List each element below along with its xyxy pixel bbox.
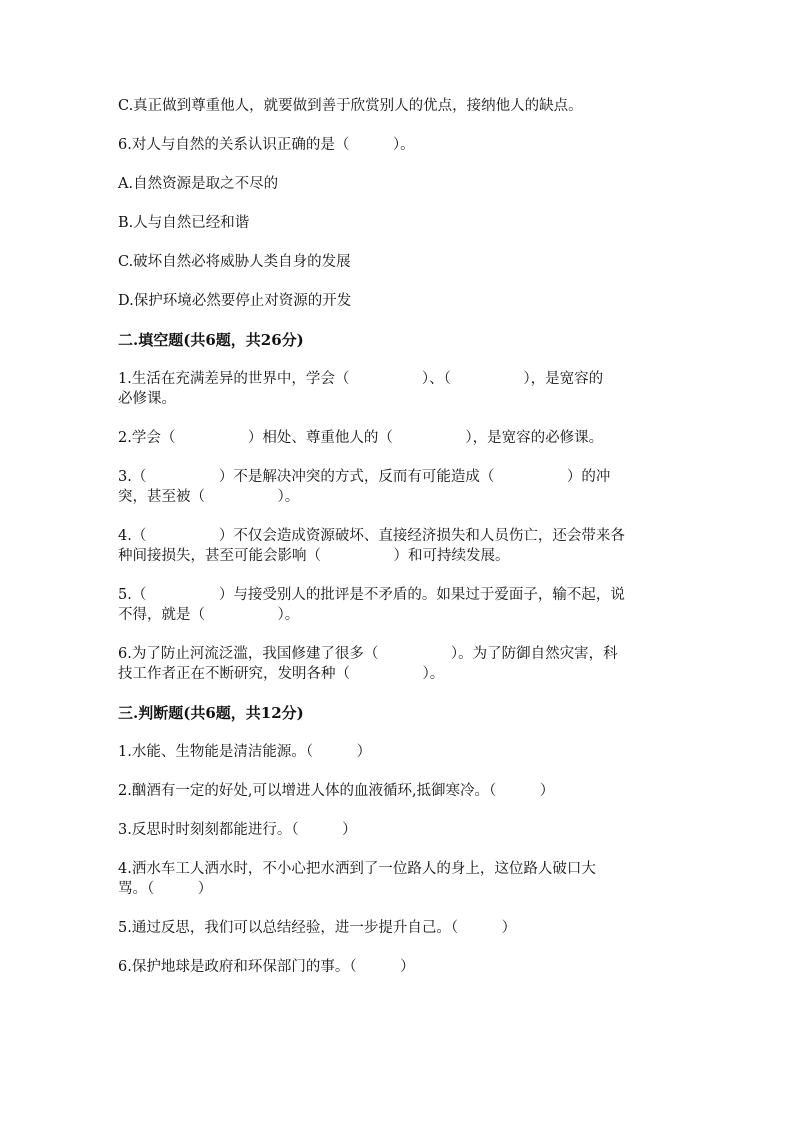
question-line: 2.酗酒有一定的好处,可以增进人体的血液循环,抵御寒冷。（ ）	[118, 783, 555, 799]
question-line: 不得，就是（ ）。	[118, 607, 300, 623]
fill-blank-question	[118, 526, 678, 566]
question-line: 6.保护地球是政府和环保部门的事。（ ）	[118, 959, 415, 975]
option-d: D.保护环境必然要停止对资源的开发	[118, 293, 352, 309]
question-line: 种间接损失，甚至可能会影响（ ）和可持续发展。	[118, 548, 510, 564]
true-false-question	[118, 781, 678, 801]
question-line: 突，甚至被（ ）。	[118, 489, 300, 505]
question-line: 3.（ ）不是解决冲突的方式，反而有可能造成（ ）的冲	[118, 469, 611, 485]
exam-page	[118, 96, 678, 996]
true-false-question	[118, 957, 678, 977]
section-title-fill-blank: 二.填空题(共6题，共26分)	[118, 331, 304, 349]
question-line: 5.（ ）与接受别人的批评是不矛盾的。如果过于爱面子，输不起，说	[118, 587, 625, 603]
question-line: 必修课。	[118, 391, 176, 407]
true-false-question	[118, 820, 678, 840]
question-line: 4.（ ）不仅会造成资源破坏、直接经济损失和人员伤亡，还会带来各	[118, 528, 625, 544]
section-title-true-false: 三.判断题(共6题，共12分)	[118, 704, 304, 722]
question-stem-block	[118, 135, 678, 155]
question-line: 5.通过反思，我们可以总结经验，进一步提升自己。（ ）	[118, 920, 517, 936]
fill-blank-question	[118, 644, 678, 684]
question-line: 2.学会（ ）相处、尊重他人的（ ），是宽容的必修课。	[118, 430, 604, 446]
fill-blank-question	[118, 585, 678, 625]
question-option	[118, 174, 678, 194]
fill-blank-question	[118, 467, 678, 507]
question-line: 4.洒水车工人洒水时，不小心把水洒到了一位路人的身上，这位路人破口大	[118, 861, 596, 877]
question-option	[118, 213, 678, 233]
question-line: 1.水能、生物能是清洁能源。（ ）	[118, 744, 372, 760]
option-a: A.自然资源是取之不尽的	[118, 176, 279, 192]
true-false-question	[118, 859, 678, 899]
fill-blank-question	[118, 369, 678, 409]
question-line: 骂。（ ）	[118, 881, 213, 897]
question-option	[118, 96, 678, 116]
question-option	[118, 291, 678, 311]
option-b: B.人与自然已经和谐	[118, 215, 250, 231]
question-line: 1.生活在充满差异的世界中，学会（ ）、（ ），是宽容的	[118, 371, 604, 387]
question-line: 3.反思时时刻刻都能进行。（ ）	[118, 822, 357, 838]
true-false-question	[118, 918, 678, 938]
true-false-question	[118, 742, 678, 762]
question-stem: 6.对人与自然的关系认识正确的是（ ）。	[118, 137, 415, 153]
question-option	[118, 252, 678, 272]
question-line: 技工作者正在不断研究，发明各种（ ）。	[118, 666, 445, 682]
option-text: C.真正做到尊重他人，就要做到善于欣赏别人的优点，接纳他人的缺点。	[118, 98, 583, 114]
fill-blank-question	[118, 428, 678, 448]
option-c: C.破坏自然必将威胁人类自身的发展	[118, 254, 351, 270]
question-line: 6.为了防止河流泛滥，我国修建了很多（ ）。为了防御自然灾害，科	[118, 646, 618, 662]
